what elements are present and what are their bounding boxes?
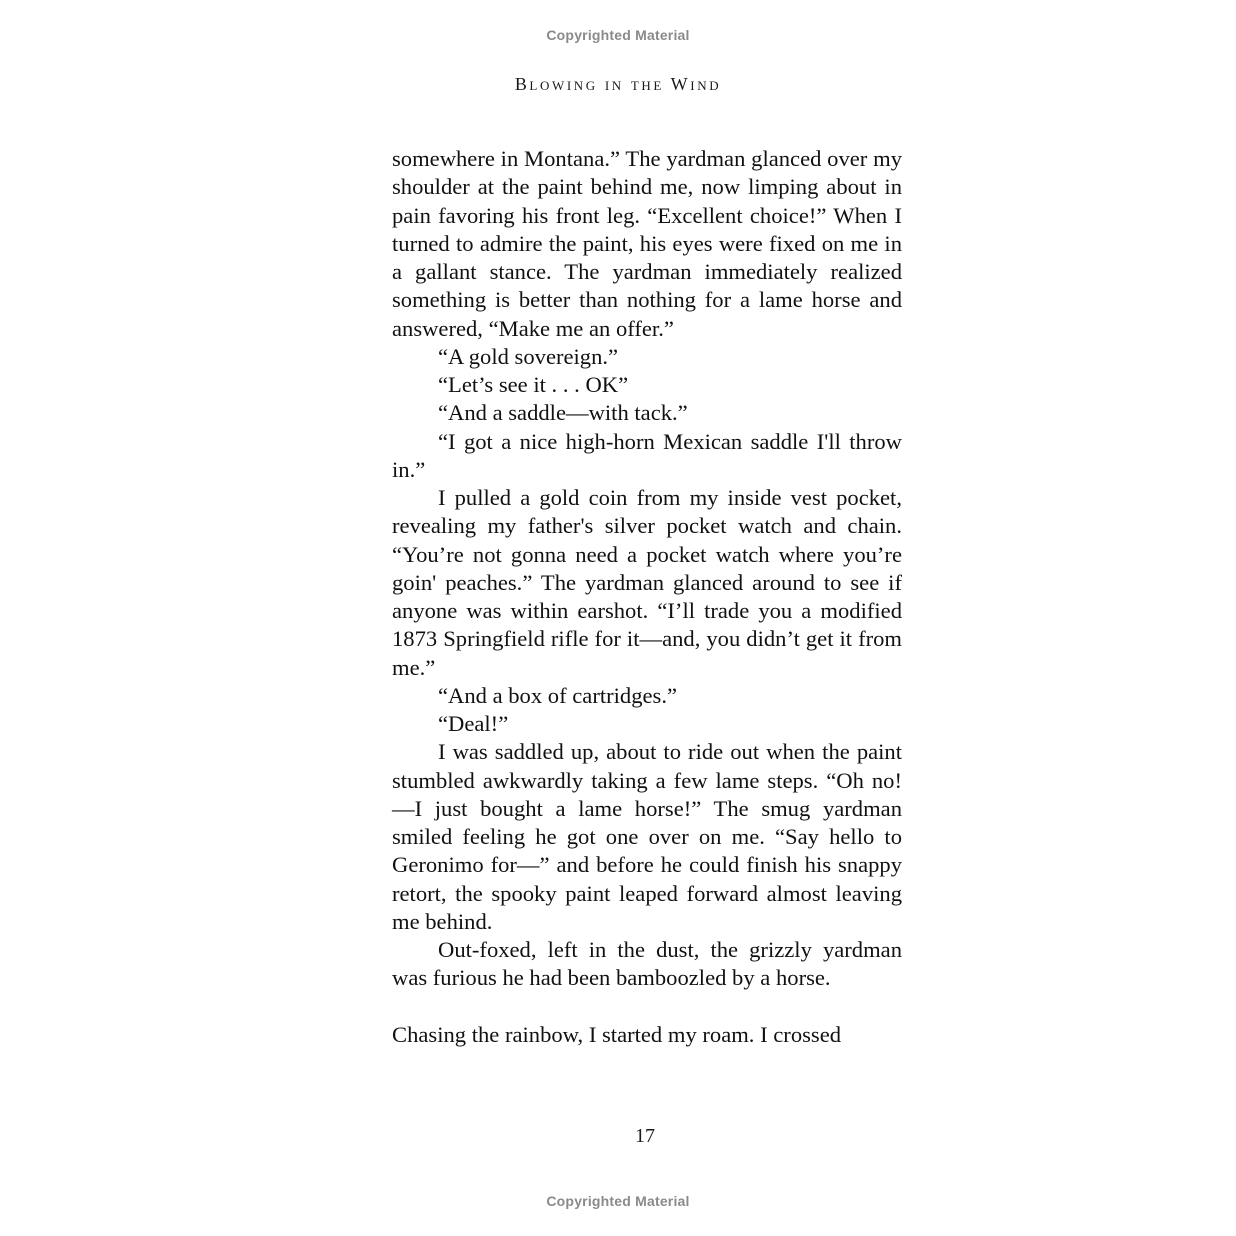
copyright-watermark-bottom: Copyrighted Material	[546, 1193, 690, 1209]
paragraph: somewhere in Montana.” The yardman glanced over my shoulder at the paint behind me, now limping about in pain favoring his front leg. “Excellent choice!” When I turned to admire the paint, his eyes were fixed on me in a gallant stance. The yardman immediately realized something is better than nothing for a lame horse and answered, “Make me an offer.”	[392, 146, 902, 341]
paragraph: “Let’s see it . . . OK”	[438, 372, 629, 397]
body-text	[392, 145, 902, 1049]
copyright-watermark-top: Copyrighted Material	[546, 27, 690, 43]
paragraph: “And a saddle—with tack.”	[438, 400, 688, 426]
paragraph: I pulled a gold coin from my inside vest pocket, revealing my father's silver pocket watch and chain. “You’re not gonna need a pocket watch where you’re goin' peaches.” The yardman glanced around to see if anyone was within earshot. “I’ll trade you a modified 1873 Springfield rifle for it—and, you didn’t get it from me.”	[392, 485, 902, 680]
paragraph: “And a box of cartridges.”	[438, 682, 678, 708]
paragraph: Chasing the rainbow, I started my roam. I crossed	[392, 1021, 842, 1047]
paragraph: “I got a nice high-horn Mexican saddle I'll throw in.”	[392, 428, 902, 482]
paragraph: Out-foxed, left in the dust, the grizzly yardman was furious he had been bamboozled by a horse.	[392, 937, 902, 991]
paragraph: “Deal!”	[438, 711, 509, 736]
paragraph: “A gold sovereign.”	[438, 343, 619, 369]
running-head: Blowing in the Wind	[514, 74, 722, 94]
paragraph: I was saddled up, about to ride out when the paint stumbled awkwardly taking a few lame steps. “Oh no! —I just bought a lame horse!” The smug yardman smiled feeling he got one over on me. “Say hello to Geronimo for—” and before he could finish his snappy retort, the spooky paint leaped forward almost leaving me behind.	[392, 739, 902, 934]
page-number: 17	[635, 1125, 655, 1147]
